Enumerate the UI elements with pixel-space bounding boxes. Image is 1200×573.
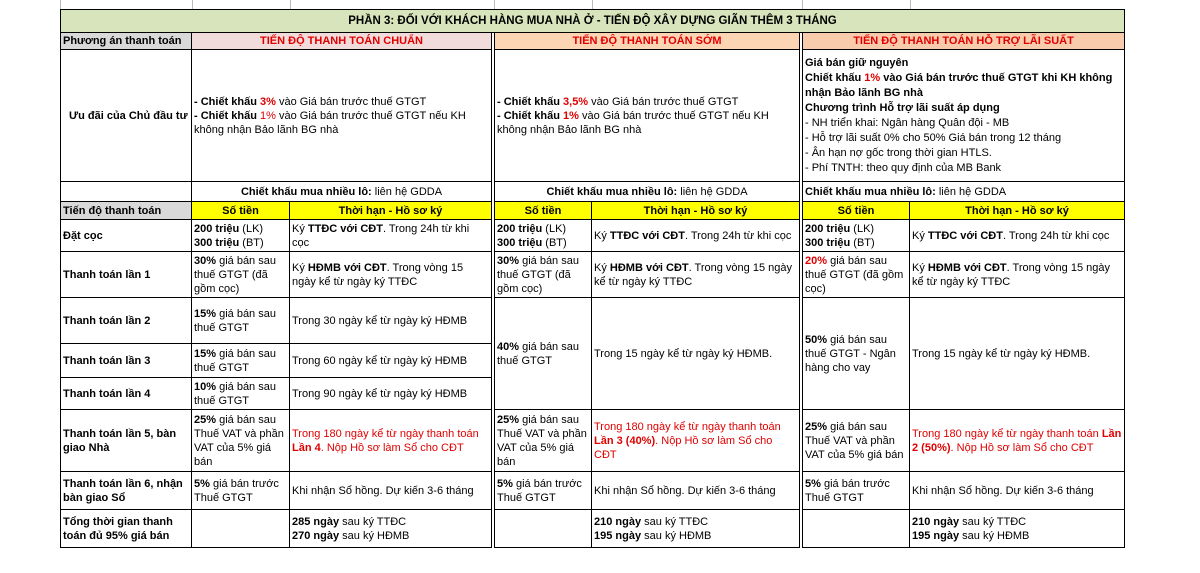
pay5-amount-early bbox=[494, 410, 592, 472]
pay4-term-standard: Trong 90 ngày kể từ ngày ký HĐMB bbox=[290, 378, 492, 410]
incentive-text: Chiết khấu bbox=[805, 71, 865, 84]
total-days: 285 ngày bbox=[292, 515, 340, 528]
amount-text: giá bán sau thuế GTGT (đã gồm cọc) bbox=[805, 254, 904, 295]
term-reference: Lần 4 bbox=[292, 441, 321, 454]
pay2-4-term-early: Trong 15 ngày kể từ ngày ký HĐMB. bbox=[592, 298, 800, 410]
term-text: . Nộp Hồ sơ làm Sổ cho CĐT bbox=[320, 441, 464, 454]
deposit-amount: 200 triệu bbox=[497, 222, 543, 235]
discount-rate: 1% bbox=[260, 109, 276, 122]
empty-cell bbox=[192, 510, 290, 548]
deposit-amount: 300 triệu bbox=[194, 236, 240, 249]
deposit-amount-standard bbox=[192, 220, 290, 252]
incentive-text: - NH triển khai: Ngân hàng Quân đội - MB bbox=[805, 116, 1010, 129]
term-text: . Trong 24h từ khi cọc bbox=[292, 222, 470, 249]
pay5-amount-standard bbox=[192, 410, 290, 472]
bulk-discount-support bbox=[802, 182, 1125, 202]
pay5-amount-support bbox=[802, 410, 910, 472]
term-text: . Nộp Hồ sơ làm Sổ cho CĐT bbox=[950, 441, 1094, 454]
incentive-text: - Ân hạn nợ gốc trong thời gian HTLS. bbox=[805, 146, 992, 159]
row-header-payment-plan: Phương án thanh toán bbox=[60, 33, 192, 50]
col-term-support: Thời hạn - Hồ sơ ký bbox=[910, 202, 1125, 220]
plan-early-header: TIẾN ĐỘ THANH TOÁN SỚM bbox=[494, 33, 800, 50]
incentive-text: - Chiết khấu bbox=[194, 109, 261, 122]
col-term-standard: Thời hạn - Hồ sơ ký bbox=[290, 202, 492, 220]
bulk-discount-label: Chiết khấu mua nhiều lô: bbox=[546, 185, 678, 198]
incentive-text: - Chiết khấu bbox=[497, 95, 564, 108]
term-text: Trong 180 ngày kể từ ngày thanh toán bbox=[912, 427, 1102, 440]
pay6-term-early: Khi nhận Sổ hồng. Dự kiến 3-6 tháng bbox=[592, 472, 800, 510]
empty-cell bbox=[802, 510, 910, 548]
pay5-term-support bbox=[910, 410, 1125, 472]
amount-text: giá bán sau thuế GTGT bbox=[497, 340, 579, 367]
term-text: . Trong vòng 15 ngày kể từ ngày ký TTĐC bbox=[292, 261, 464, 288]
pay1-amount-early bbox=[494, 252, 592, 298]
deposit-term-standard bbox=[290, 220, 492, 252]
term-reference: Lần 3 (40%) bbox=[594, 434, 656, 447]
incentive-standard bbox=[192, 50, 492, 182]
term-text: Ký bbox=[292, 261, 308, 274]
row-header-pay2: Thanh toán lần 2 bbox=[60, 298, 192, 344]
deposit-amount: 300 triệu bbox=[805, 236, 851, 249]
amount-percent: 25% bbox=[497, 413, 520, 426]
term-text: . Nộp Hồ sơ làm Sổ cho CĐT bbox=[594, 434, 773, 461]
grid-line bbox=[910, 0, 911, 9]
term-text: . Trong vòng 15 ngày kể từ ngày ký TTĐC bbox=[594, 261, 792, 288]
total-text: sau ký HĐMB bbox=[959, 529, 1030, 542]
bulk-discount-value: liên hệ GDDA bbox=[677, 185, 748, 198]
deposit-type: (BT) bbox=[239, 236, 264, 249]
amount-percent: 15% bbox=[194, 307, 217, 320]
amount-text: giá bán sau thuế GTGT (đã gồm cọc) bbox=[497, 254, 579, 295]
deposit-type: (LK) bbox=[850, 222, 875, 235]
total-days: 270 ngày bbox=[292, 529, 340, 542]
pay1-term-support bbox=[910, 252, 1125, 298]
row-header-pay4: Thanh toán lần 4 bbox=[60, 378, 192, 410]
amount-text: giá bán sau thuế GTGT - Ngân hàng cho vay bbox=[805, 333, 896, 374]
amount-percent: 5% bbox=[194, 477, 210, 490]
row-header-pay5: Thanh toán lần 5, bàn giao Nhà bbox=[60, 410, 192, 472]
bulk-discount-label: Chiết khấu mua nhiều lô: bbox=[805, 185, 936, 198]
discount-rate: 3,5% bbox=[563, 95, 589, 108]
pay6-amount-support bbox=[802, 472, 910, 510]
empty-cell bbox=[494, 510, 592, 548]
deposit-type: (LK) bbox=[542, 222, 567, 235]
term-text: Trong 180 ngày kể từ ngày thanh toán bbox=[292, 427, 479, 440]
incentive-text: vào Giá bán trước thuế GTGT bbox=[588, 95, 739, 108]
incentive-text: - Chiết khấu bbox=[194, 95, 261, 108]
amount-percent: 30% bbox=[497, 254, 520, 267]
pay1-amount-support bbox=[802, 252, 910, 298]
term-document: HĐMB với CĐT bbox=[927, 261, 1007, 274]
incentive-text: vào Giá bán trước thuế GTGT nếu KH không nhận Bảo lãnh BG nhà bbox=[497, 109, 769, 136]
incentive-text: vào Giá bán trước thuế GTGT nếu KH không nhận Bảo lãnh BG nhà bbox=[194, 109, 466, 136]
incentive-text: - Chiết khấu bbox=[497, 109, 564, 122]
pay2-term-standard: Trong 30 ngày kể từ ngày ký HĐMB bbox=[290, 298, 492, 344]
grid-line bbox=[60, 0, 61, 9]
deposit-amount-early bbox=[494, 220, 592, 252]
term-text: Trong 180 ngày kể từ ngày thanh toán bbox=[594, 420, 781, 433]
incentive-support bbox=[802, 50, 1125, 182]
amount-percent: 50% bbox=[805, 333, 828, 346]
amount-percent: 10% bbox=[194, 380, 217, 393]
grid-line bbox=[802, 0, 803, 9]
grid-line bbox=[290, 0, 291, 9]
pay5-term-early bbox=[592, 410, 800, 472]
amount-text: giá bán sau thuế GTGT (đã gồm cọc) bbox=[194, 254, 276, 295]
grid-line bbox=[192, 0, 193, 9]
section-title: PHẦN 3: ĐỐI VỚI KHÁCH HÀNG MUA NHÀ Ở - TIẾN ĐỘ XÂY DỰNG GIÃN THÊM 3 THÁNG bbox=[60, 9, 1125, 33]
bulk-discount-value: liên hệ GDDA bbox=[935, 185, 1007, 198]
total-days: 195 ngày bbox=[594, 529, 642, 542]
deposit-term-support bbox=[910, 220, 1125, 252]
grid-line bbox=[592, 0, 593, 9]
grid-line bbox=[494, 0, 495, 9]
empty-cell bbox=[60, 182, 192, 202]
discount-rate: 3% bbox=[260, 95, 276, 108]
col-amount-support: Số tiền bbox=[802, 202, 910, 220]
amount-percent: 25% bbox=[194, 413, 217, 426]
amount-percent: 30% bbox=[194, 254, 217, 267]
incentive-text: vào Giá bán trước thuế GTGT khi KH không nhận Bảo lãnh BG nhà bbox=[805, 71, 1113, 99]
plan-standard-header: TIẾN ĐỘ THANH TOÁN CHUẨN bbox=[192, 33, 492, 50]
deposit-type: (BT) bbox=[850, 236, 875, 249]
deposit-type: (BT) bbox=[542, 236, 567, 249]
total-text: sau ký HĐMB bbox=[641, 529, 712, 542]
total-days: 210 ngày bbox=[912, 515, 960, 528]
pay2-4-amount-support bbox=[802, 298, 910, 410]
bulk-discount-standard bbox=[192, 182, 492, 202]
amount-text: giá bán sau Thuế VAT và phần VAT của 5% giá bán bbox=[497, 413, 587, 468]
amount-text: giá bán trước Thuế GTGT bbox=[497, 477, 582, 504]
term-text: Ký bbox=[594, 261, 610, 274]
deposit-amount-support bbox=[802, 220, 910, 252]
incentive-text: Giá bán giữ nguyên bbox=[805, 56, 909, 69]
term-document: TTĐC với CĐT bbox=[609, 229, 685, 242]
amount-text: giá bán trước Thuế GTGT bbox=[194, 477, 279, 504]
col-term-early: Thời hạn - Hồ sơ ký bbox=[592, 202, 800, 220]
pay6-term-standard: Khi nhận Sổ hồng. Dự kiến 3-6 tháng bbox=[290, 472, 492, 510]
amount-percent: 15% bbox=[194, 347, 217, 360]
total-standard bbox=[290, 510, 492, 548]
total-days: 210 ngày bbox=[594, 515, 642, 528]
amount-text: giá bán trước Thuế GTGT bbox=[805, 477, 890, 504]
pay2-4-term-support: Trong 15 ngày kể từ ngày ký HĐMB. bbox=[910, 298, 1125, 410]
pay6-amount-early bbox=[494, 472, 592, 510]
pay1-term-early bbox=[592, 252, 800, 298]
term-document: HĐMB với CĐT bbox=[307, 261, 387, 274]
amount-percent: 5% bbox=[805, 477, 821, 490]
term-text: . Trong 24h từ khi cọc bbox=[1002, 229, 1110, 242]
amount-text: giá bán sau thuế GTGT bbox=[194, 307, 276, 334]
amount-percent: 5% bbox=[497, 477, 513, 490]
row-header-incentives: Ưu đãi của Chủ đầu tư bbox=[60, 50, 192, 182]
pay1-amount-standard bbox=[192, 252, 290, 298]
deposit-amount: 200 triệu bbox=[805, 222, 851, 235]
pay3-term-standard: Trong 60 ngày kể từ ngày ký HĐMB bbox=[290, 344, 492, 378]
term-text: Ký bbox=[912, 229, 928, 242]
row-header-schedule: Tiến độ thanh toán bbox=[60, 202, 192, 220]
row-header-pay6: Thanh toán lần 6, nhận bàn giao Sổ bbox=[60, 472, 192, 510]
amount-percent: 20% bbox=[805, 254, 828, 267]
col-amount-standard: Số tiền bbox=[192, 202, 290, 220]
term-document: HĐMB với CĐT bbox=[609, 261, 689, 274]
amount-text: giá bán sau Thuế VAT và phần VAT của 5% giá bán bbox=[805, 420, 904, 461]
pay1-term-standard bbox=[290, 252, 492, 298]
pay3-amount-standard bbox=[192, 344, 290, 378]
total-text: sau ký HĐMB bbox=[339, 529, 410, 542]
total-text: sau ký TTĐC bbox=[641, 515, 709, 528]
incentive-text: Chương trình Hỗ trợ lãi suất áp dụng bbox=[805, 101, 1000, 114]
discount-rate: 1% bbox=[563, 109, 579, 122]
amount-text: giá bán sau thuế GTGT bbox=[194, 380, 276, 407]
row-header-pay3: Thanh toán lần 3 bbox=[60, 344, 192, 378]
total-days: 195 ngày bbox=[912, 529, 960, 542]
total-text: sau ký TTĐC bbox=[959, 515, 1027, 528]
discount-rate: 1% bbox=[864, 71, 881, 84]
term-text: . Trong vòng 15 ngày kể từ ngày ký TTĐC bbox=[912, 261, 1110, 288]
term-text: . Trong 24h từ khi cọc bbox=[684, 229, 792, 242]
amount-percent: 40% bbox=[497, 340, 520, 353]
term-text: Ký bbox=[292, 222, 308, 235]
term-reference: Lần 2 (50%) bbox=[912, 427, 1122, 454]
term-text: Ký bbox=[594, 229, 610, 242]
deposit-amount: 200 triệu bbox=[194, 222, 240, 235]
pay2-amount-standard bbox=[192, 298, 290, 344]
amount-text: giá bán sau thuế GTGT bbox=[194, 347, 276, 374]
col-amount-early: Số tiền bbox=[494, 202, 592, 220]
row-header-deposit: Đặt cọc bbox=[60, 220, 192, 252]
term-document: TTĐC với CĐT bbox=[927, 229, 1003, 242]
incentive-text: - Phí TNTH: theo quy định của MB Bank bbox=[805, 161, 1002, 174]
bulk-discount-early bbox=[494, 182, 800, 202]
amount-text: giá bán sau Thuế VAT và phần VAT của 5% giá bán bbox=[194, 413, 284, 468]
pay2-4-amount-early bbox=[494, 298, 592, 410]
incentive-text: - Hỗ trợ lãi suất 0% cho 50% Giá bán trong 12 tháng bbox=[805, 131, 1062, 144]
incentive-early bbox=[494, 50, 800, 182]
term-text: Ký bbox=[912, 261, 928, 274]
deposit-type: (LK) bbox=[239, 222, 264, 235]
deposit-amount: 300 triệu bbox=[497, 236, 543, 249]
amount-percent: 25% bbox=[805, 420, 828, 433]
total-text: sau ký TTĐC bbox=[339, 515, 407, 528]
deposit-term-early bbox=[592, 220, 800, 252]
pay4-amount-standard bbox=[192, 378, 290, 410]
term-document: TTĐC với CĐT bbox=[307, 222, 383, 235]
bulk-discount-value: liên hệ GDDA bbox=[371, 185, 443, 198]
incentive-text: vào Giá bán trước thuế GTGT bbox=[275, 95, 427, 108]
pay5-term-standard bbox=[290, 410, 492, 472]
row-header-pay1: Thanh toán lần 1 bbox=[60, 252, 192, 298]
bulk-discount-label: Chiết khấu mua nhiều lô: bbox=[240, 185, 372, 198]
plan-support-header: TIẾN ĐỘ THANH TOÁN HỖ TRỢ LÃI SUẤT bbox=[802, 33, 1125, 50]
total-early bbox=[592, 510, 800, 548]
row-header-total: Tổng thời gian thanh toán đủ 95% giá bán bbox=[60, 510, 192, 548]
pay6-amount-standard bbox=[192, 472, 290, 510]
pay6-term-support: Khi nhận Sổ hồng. Dự kiến 3-6 tháng bbox=[910, 472, 1125, 510]
total-support bbox=[910, 510, 1125, 548]
